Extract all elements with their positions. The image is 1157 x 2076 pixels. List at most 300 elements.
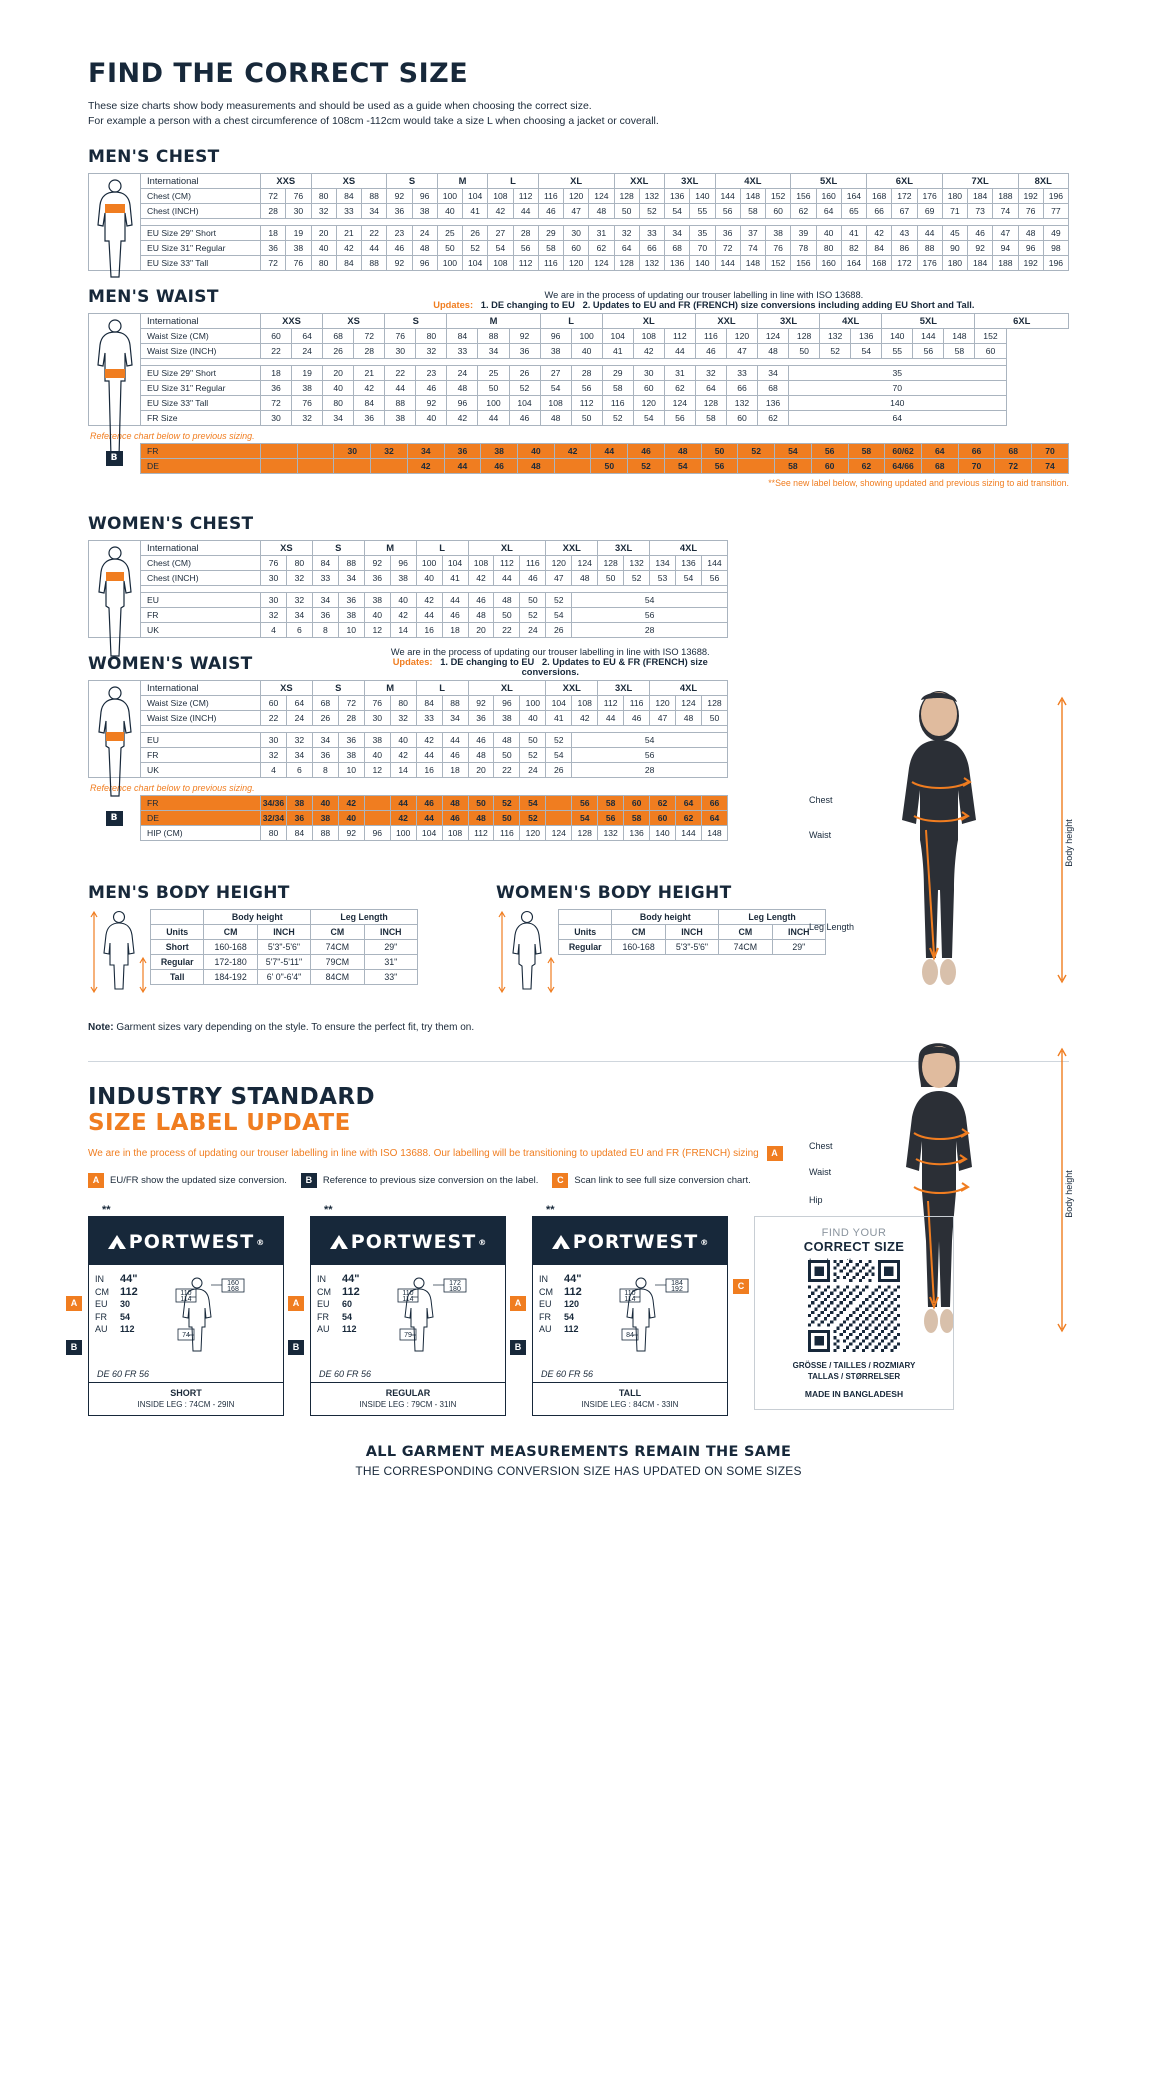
table-cell: 46	[520, 571, 546, 586]
mens-waist-heading: MEN'S WAIST	[88, 287, 219, 307]
table-cell	[554, 459, 591, 474]
legend-item-a	[88, 1173, 287, 1188]
table-cell: 74	[740, 241, 765, 256]
table-spacer-row	[141, 726, 728, 733]
table-cell: 66	[726, 381, 757, 396]
row-label: Chest (INCH)	[141, 571, 261, 586]
table-cell: 136	[624, 826, 650, 841]
table-cell: 132	[639, 256, 664, 271]
table-cell: 62	[589, 241, 614, 256]
table-cell: 46	[624, 711, 650, 726]
brand-name: PORTWEST	[128, 1231, 255, 1253]
table-cell: 88	[338, 556, 364, 571]
table-cell: 30	[364, 711, 390, 726]
table-cell: 54	[633, 411, 664, 426]
female-body-icon	[92, 544, 138, 660]
intro-line-1: These size charts show body measurements and should be used as a guide when choosing the correct size.	[88, 100, 592, 112]
table-cell: 84CM	[311, 970, 364, 985]
label-footer	[533, 1382, 727, 1415]
table-cell: 52	[628, 459, 665, 474]
badge-b: B	[106, 451, 123, 466]
table-cell: 100	[520, 696, 546, 711]
table-cell: 92	[968, 241, 993, 256]
table-cell: 30	[261, 571, 287, 586]
table-cell: 48	[540, 411, 571, 426]
table-cell: 148	[740, 256, 765, 271]
table-cell: 50	[598, 571, 624, 586]
label-examples	[70, 1204, 1069, 1416]
table-cell: 26	[509, 366, 540, 381]
table-cell: 6' 0"-6'4"	[257, 970, 310, 985]
table-cell: 33	[336, 204, 361, 219]
table-cell: 42	[554, 444, 591, 459]
table-cell: 90	[942, 241, 967, 256]
table-cell: 104	[416, 826, 442, 841]
qr-code-icon[interactable]	[808, 1260, 900, 1352]
label-size-table	[95, 1273, 138, 1364]
qr-line-1: FIND YOUR	[821, 1227, 887, 1239]
table-cell: 70	[1032, 444, 1069, 459]
table-cell: 22	[385, 366, 416, 381]
female-waist-figure	[88, 680, 140, 778]
table-cell: 136	[758, 396, 789, 411]
table-cell: 42	[867, 226, 892, 241]
male-waist-figure	[88, 313, 140, 426]
table-row	[141, 204, 1069, 219]
table-cell: 16	[416, 623, 442, 638]
row-label: EU	[141, 593, 261, 608]
womens-body-height-table	[558, 909, 826, 955]
bh-units: Units	[151, 925, 204, 940]
table-cell: 48	[468, 748, 494, 763]
table-cell: 46	[442, 811, 468, 826]
table-row	[141, 571, 728, 586]
bh-cm2: CM	[719, 925, 772, 940]
label-stars: **	[546, 1204, 555, 1216]
label-stars: **	[324, 1204, 333, 1216]
label-body-height: Body height	[1064, 818, 1075, 867]
table-cell: 80	[390, 696, 416, 711]
table-cell: 192	[1018, 256, 1043, 271]
table-cell: 22	[494, 623, 520, 638]
table-cell: 35	[690, 226, 715, 241]
mens-body-height-table	[150, 909, 418, 985]
table-cell: 112	[468, 826, 494, 841]
table-cell: 30	[261, 593, 287, 608]
table-row	[141, 796, 728, 811]
table-cell: 112	[598, 696, 624, 711]
row-label: EU Size 33" Tall	[141, 396, 261, 411]
table-cell: 64	[614, 241, 639, 256]
table-cell: 62	[650, 796, 676, 811]
table-cell: 64/66	[885, 459, 922, 474]
portwest-logo-icon	[107, 1234, 127, 1250]
badge-a: A	[88, 1173, 104, 1188]
table-cell: 40	[518, 444, 555, 459]
table-row	[141, 366, 1069, 381]
fig-right-1: 184	[670, 1280, 683, 1287]
table-cell: 80	[286, 556, 312, 571]
female-torso-figure	[88, 540, 140, 638]
table-cell: 68	[665, 241, 690, 256]
table-cell: 40	[416, 571, 442, 586]
table-cell: 48	[1018, 226, 1043, 241]
table-cell: 64	[816, 204, 841, 219]
intro-line-2: For example a person with a chest circumference of 108cm -112cm would take a size L when choosing a jacket or coverall.	[88, 115, 659, 127]
table-cell: 42	[338, 796, 364, 811]
row-label: Waist Size (INCH)	[141, 711, 261, 726]
table-cell: 76	[286, 256, 311, 271]
badge-b: B	[106, 811, 123, 826]
table-cell: 12	[364, 763, 390, 778]
table-cell	[738, 459, 775, 474]
badge-b: B	[510, 1340, 526, 1355]
table-cell: 38	[494, 711, 520, 726]
table-cell: 32	[371, 444, 408, 459]
table-row	[141, 444, 1069, 459]
fit-note-bold: Note:	[88, 1022, 114, 1033]
table-cell: 47	[546, 571, 572, 586]
table-cell: 100	[437, 189, 462, 204]
label-body-icon	[142, 1273, 260, 1359]
table-cell: 66	[639, 241, 664, 256]
table-cell: 56	[664, 411, 695, 426]
table-cell: 40	[311, 241, 336, 256]
table-cell: 70	[690, 241, 715, 256]
row-label: UK	[141, 623, 261, 638]
table-cell: 92	[387, 256, 412, 271]
table-cell: 20	[468, 763, 494, 778]
table-cell: 84	[336, 256, 361, 271]
table-cell: 29"	[364, 940, 417, 955]
table-cell: 58	[598, 796, 624, 811]
table-cell: 26	[463, 226, 488, 241]
table-cell: 22	[362, 226, 387, 241]
table-cell: 36	[312, 748, 338, 763]
table-cell: 12	[364, 623, 390, 638]
table-cell: 67	[892, 204, 917, 219]
row-label: FR	[141, 608, 261, 623]
table-cell: 120	[633, 396, 664, 411]
table-cell: 52	[494, 796, 520, 811]
legend-item-c	[552, 1173, 750, 1188]
table-cell: 104	[463, 256, 488, 271]
table-cell: 54	[546, 608, 572, 623]
table-cell: 116	[538, 189, 563, 204]
table-cell: 136	[665, 256, 690, 271]
table-cell: 42	[407, 459, 444, 474]
womens-waist-update-1: 1. DE changing to EU	[440, 657, 535, 667]
page-title: FIND THE CORRECT SIZE	[88, 58, 469, 89]
row-eu-key: EU	[539, 1299, 552, 1309]
table-cell: 44	[416, 608, 442, 623]
badge-a: A	[510, 1296, 526, 1311]
table-cell: 56	[701, 459, 738, 474]
table-cell: 40	[323, 381, 354, 396]
table-cell: 140	[650, 826, 676, 841]
row-eu-val: 60	[342, 1299, 353, 1309]
col-8xl: 8XL	[1018, 174, 1069, 189]
col-6xl: 6XL	[975, 314, 1069, 329]
row-label: Tall	[151, 970, 204, 985]
table-cell: 108	[468, 556, 494, 571]
table-cell: 30	[564, 226, 589, 241]
table-cell: 88	[362, 189, 387, 204]
table-cell: 96	[1018, 241, 1043, 256]
table-cell: 136	[851, 329, 882, 344]
table-cell: 28	[261, 204, 286, 219]
table-cell: 30	[261, 733, 287, 748]
table-cell: 48	[447, 381, 478, 396]
womens-waist-update-2: 2. Updates to EU & FR (FRENCH) size conversions.	[521, 657, 708, 677]
table-cell: 55	[882, 344, 913, 359]
table-cell: 144	[913, 329, 944, 344]
table-cell: 80	[261, 826, 287, 841]
table-cell: 72	[338, 696, 364, 711]
fig-right-1: 160	[226, 1280, 239, 1287]
table-cell: 18	[261, 366, 292, 381]
table-cell: 54	[775, 444, 812, 459]
col-s: S	[387, 174, 438, 189]
table-cell: 22	[261, 711, 287, 726]
table-cell: 46	[481, 459, 518, 474]
table-cell: 108	[442, 826, 468, 841]
col-l: L	[416, 541, 468, 556]
table-cell: 22	[261, 344, 292, 359]
table-cell: 34	[478, 344, 509, 359]
table-cell: 56	[513, 241, 538, 256]
table-cell: 64	[286, 696, 312, 711]
col-xxl: XXL	[546, 541, 598, 556]
col-m: M	[364, 681, 416, 696]
label-figure	[364, 1273, 499, 1364]
row-fr-val: 54	[564, 1311, 575, 1322]
table-cell	[261, 444, 298, 459]
table-row	[141, 556, 728, 571]
table-cell: 92	[468, 696, 494, 711]
fig-top-1: 110	[180, 1290, 192, 1297]
table-cell: 34/36	[261, 796, 287, 811]
table-row	[141, 811, 728, 826]
fig-right-2: 180	[448, 1286, 461, 1293]
table-cell: 56	[572, 748, 728, 763]
row-label: DE	[141, 811, 261, 826]
badge-a: A	[288, 1296, 304, 1311]
table-cell: 19	[292, 366, 323, 381]
table-cell: 144	[701, 556, 727, 571]
table-cell: 56	[913, 344, 944, 359]
table-cell: 104	[463, 189, 488, 204]
table-cell: 120	[520, 826, 546, 841]
col-s: S	[312, 681, 364, 696]
legend-text-a: EU/FR show the updated size conversion.	[110, 1175, 287, 1186]
row-label: DE	[141, 459, 261, 474]
qr-code[interactable]	[808, 1260, 900, 1352]
table-cell: 46	[416, 796, 442, 811]
table-cell: 41	[602, 344, 633, 359]
table-cell: 64	[921, 444, 958, 459]
table-cell: 60	[726, 411, 757, 426]
table-cell: 168	[867, 189, 892, 204]
bh-cm: CM	[612, 925, 665, 940]
table-cell: 5'3"-5'6"	[665, 940, 718, 955]
table-cell: 6	[286, 623, 312, 638]
label-fit: SHORT	[170, 1388, 202, 1398]
table-row	[141, 608, 728, 623]
fig-top-2: 114	[180, 1296, 192, 1303]
table-row	[141, 593, 728, 608]
table-cell: 156	[791, 256, 816, 271]
row-label: EU Size 33" Tall	[141, 256, 261, 271]
table-cell	[334, 459, 371, 474]
row-eu-val: 30	[120, 1299, 131, 1309]
col-international: International	[141, 681, 261, 696]
table-header-row	[141, 541, 728, 556]
table-cell: 152	[766, 256, 791, 271]
table-cell: 74	[1032, 459, 1069, 474]
table-cell: 54	[488, 241, 513, 256]
bh-cm: CM	[204, 925, 257, 940]
table-cell: 96	[390, 556, 416, 571]
table-row	[141, 381, 1069, 396]
table-row	[151, 955, 418, 970]
table-cell: 74CM	[719, 940, 772, 955]
table-cell: 48	[572, 571, 598, 586]
table-cell: 68	[921, 459, 958, 474]
womens-waist-updates	[373, 647, 728, 677]
label-body-height: Body height	[1064, 1169, 1075, 1218]
row-eu-key: EU	[317, 1299, 330, 1309]
table-cell: 104	[602, 329, 633, 344]
table-cell: 92	[387, 189, 412, 204]
table-cell: 42	[354, 381, 385, 396]
table-cell: 144	[715, 256, 740, 271]
table-cell: 22	[494, 763, 520, 778]
table-cell: 18	[442, 763, 468, 778]
table-cell: 31"	[364, 955, 417, 970]
table-row	[141, 411, 1069, 426]
table-cell: 52	[624, 571, 650, 586]
table-cell: 28	[354, 344, 385, 359]
table-cell: 24	[412, 226, 437, 241]
row-label: EU Size 31" Regular	[141, 241, 261, 256]
col-international: International	[141, 314, 261, 329]
footer-line-2: THE CORRESPONDING CONVERSION SIZE HAS UPDATED ON SOME SIZES	[355, 1464, 802, 1478]
table-cell: 96	[412, 189, 437, 204]
table-cell: 38	[412, 204, 437, 219]
bh-leg-length: Leg Length	[311, 910, 418, 925]
col-3xl: 3XL	[598, 541, 650, 556]
table-cell: 34	[312, 733, 338, 748]
table-cell: 50	[614, 204, 639, 219]
table-row	[141, 733, 728, 748]
table-cell: 46	[968, 226, 993, 241]
table-cell: 50	[571, 411, 602, 426]
table-cell: 14	[390, 763, 416, 778]
label-inside-leg: INSIDE LEG : 79CM - 31IN	[359, 1400, 457, 1409]
fig-top-1: 110	[624, 1290, 636, 1297]
table-cell: 56	[811, 444, 848, 459]
table-cell: 52	[509, 381, 540, 396]
label-fit: TALL	[618, 1388, 642, 1398]
table-cell: 100	[478, 396, 509, 411]
row-label: FR	[141, 796, 261, 811]
col-l: L	[488, 174, 539, 189]
row-au-key: AU	[95, 1324, 108, 1334]
table-cell: 48	[589, 204, 614, 219]
womens-chest-block	[88, 540, 728, 638]
table-cell: 168	[867, 256, 892, 271]
table-cell: 140	[690, 256, 715, 271]
row-fr-key: FR	[539, 1311, 551, 1322]
female-height-icon	[496, 909, 558, 995]
portwest-logo-icon	[329, 1234, 349, 1250]
table-cell: 96	[364, 826, 390, 841]
table-cell: 40	[437, 204, 462, 219]
label-hip: Hip	[809, 1195, 823, 1205]
table-cell: 29	[538, 226, 563, 241]
industry-heading-2: SIZE LABEL UPDATE	[88, 1110, 351, 1136]
badge-a: A	[66, 1296, 82, 1311]
table-cell: 31	[664, 366, 695, 381]
row-label: Regular	[151, 955, 204, 970]
female-body-icon	[92, 684, 138, 800]
table-cell: 112	[513, 256, 538, 271]
table-cell: 52	[820, 344, 851, 359]
qr-card	[737, 1216, 954, 1410]
table-row	[151, 970, 418, 985]
table-cell: 50	[701, 444, 738, 459]
table-cell: 25	[437, 226, 462, 241]
mens-waist-see-note: **See new label below, showing updated and previous sizing to aid transition.	[768, 478, 1069, 488]
table-cell: 68	[323, 329, 354, 344]
brand-reg: ®	[700, 1237, 710, 1247]
table-cell: 43	[892, 226, 917, 241]
label-stars: **	[102, 1204, 111, 1216]
table-cell: 72	[354, 329, 385, 344]
table-cell: 44	[362, 241, 387, 256]
table-cell: 132	[639, 189, 664, 204]
womens-waist-heading: WOMEN'S WAIST	[88, 654, 253, 674]
col-xl: XL	[468, 541, 546, 556]
mens-waist-legacy-block	[88, 443, 1069, 474]
table-cell: 120	[564, 189, 589, 204]
table-cell: 134	[650, 556, 676, 571]
table-cell: 28	[513, 226, 538, 241]
table-cell: 38	[390, 571, 416, 586]
table-cell: 128	[695, 396, 726, 411]
bh-units: Units	[559, 925, 612, 940]
col-3xl: 3XL	[758, 314, 820, 329]
label-footer	[311, 1382, 505, 1415]
table-cell: 116	[695, 329, 726, 344]
table-cell: 128	[598, 556, 624, 571]
col-s: S	[312, 541, 364, 556]
table-cell: 40	[520, 711, 546, 726]
table-cell	[371, 459, 408, 474]
table-cell: 36	[286, 811, 312, 826]
table-cell: 47	[564, 204, 589, 219]
table-cell: 164	[841, 189, 866, 204]
portwest-logo-icon	[551, 1234, 571, 1250]
table-cell: 52	[463, 241, 488, 256]
row-au-val: 112	[564, 1324, 579, 1334]
badge-c: C	[733, 1279, 749, 1294]
table-cell: 37	[740, 226, 765, 241]
table-cell: 80	[311, 189, 336, 204]
table-cell: 40	[571, 344, 602, 359]
table-cell: 41	[442, 571, 468, 586]
